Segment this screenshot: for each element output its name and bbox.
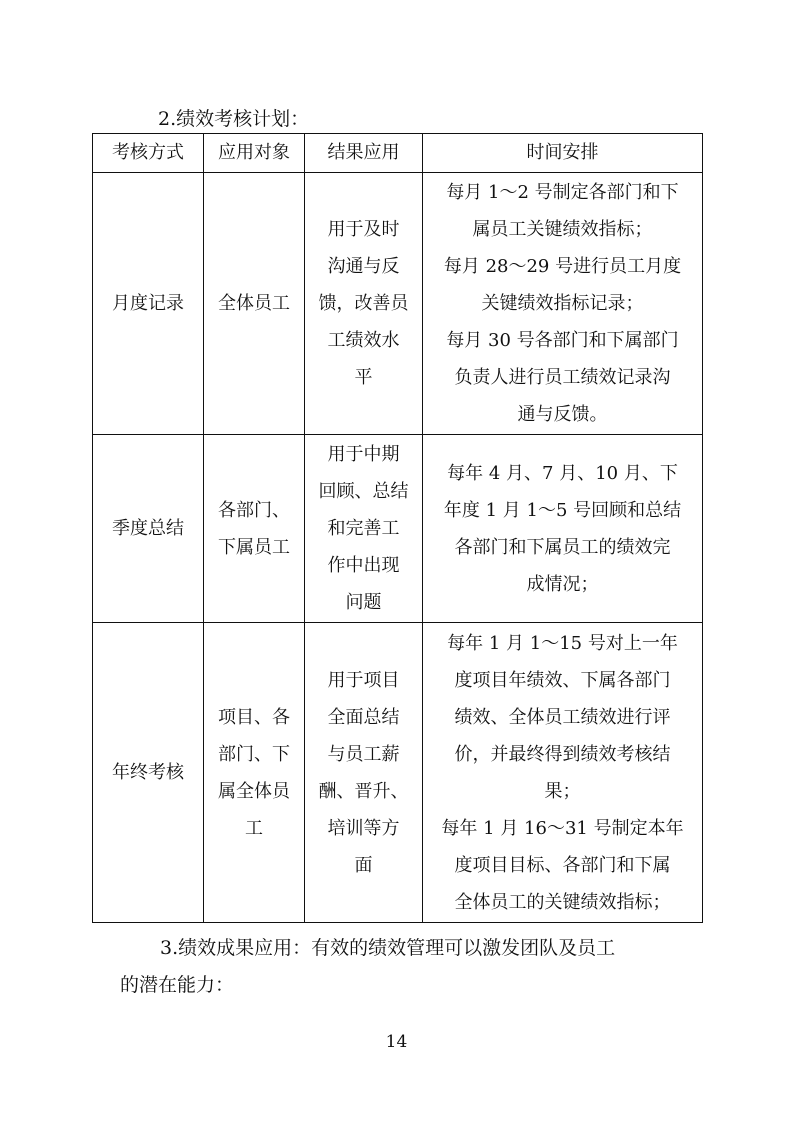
cell-line: 季度总结	[112, 518, 184, 539]
cell-line: 作中出现	[327, 555, 400, 576]
cell-line: 属全体员	[218, 780, 290, 802]
section-heading: 2.绩效考核计划：	[158, 108, 310, 130]
cell-line: 各部门、	[218, 499, 290, 521]
cell-line: 度项目年绩效、下属各部门	[454, 669, 671, 691]
table-row	[93, 435, 703, 623]
header-result: 结果应用	[305, 134, 423, 173]
cell-line: 属员工关键绩效指标；	[472, 219, 653, 240]
table-row	[93, 623, 703, 923]
cell-line: 问题	[345, 592, 382, 613]
cell-line: 项目、各	[218, 706, 290, 728]
table-row	[93, 173, 703, 435]
cell-line: 培训等方	[327, 817, 400, 839]
cell-target	[204, 435, 305, 623]
page-number: 14	[385, 1032, 408, 1052]
cell-line: 用于中期	[327, 444, 400, 465]
performance-plan-table	[92, 133, 703, 923]
cell-line: 馈，改善员	[318, 293, 409, 314]
cell-line: 工	[245, 817, 263, 839]
cell-line: 酬、晋升、	[318, 780, 409, 802]
cell-line: 工绩效水	[327, 330, 400, 351]
header-schedule: 时间安排	[423, 134, 703, 173]
header-method: 考核方式	[93, 134, 204, 173]
cell-line: 全体员工	[218, 293, 290, 314]
cell-line: 部门、下	[218, 743, 290, 765]
cell-line: 每年 1 月 1～15 号对上一年	[447, 632, 678, 654]
cell-line: 每年 4 月、7 月、10 月、下	[447, 462, 678, 484]
cell-line: 下属员工	[218, 536, 290, 558]
cell-line: 与员工薪	[327, 743, 400, 765]
cell-method	[93, 623, 204, 923]
cell-target	[204, 623, 305, 923]
cell-method	[93, 435, 204, 623]
cell-line: 用于项目	[327, 669, 400, 691]
cell-line: 度项目目标、各部门和下属	[454, 854, 671, 876]
cell-result	[305, 435, 423, 623]
cell-line: 每月 1～2 号制定各部门和下	[446, 182, 679, 203]
cell-target	[204, 173, 305, 435]
cell-line: 成情况；	[526, 573, 599, 595]
cell-line: 年度 1 月 1～5 号回顾和总结	[443, 499, 682, 521]
results-paragraph	[120, 930, 690, 1004]
paragraph-line: 3.绩效成果应用：有效的绩效管理可以激发团队及员工	[160, 937, 616, 959]
cell-line: 月度记录	[112, 293, 184, 314]
cell-line: 面	[354, 854, 373, 876]
cell-line: 用于及时	[327, 219, 400, 240]
cell-line: 每月 30 号各部门和下属部门	[446, 330, 679, 351]
cell-line: 全体员工的关键绩效指标；	[454, 891, 671, 913]
cell-method	[93, 173, 204, 435]
cell-line: 沟通与反	[327, 256, 400, 277]
cell-line: 平	[354, 367, 373, 388]
header-target: 应用对象	[204, 134, 305, 173]
paragraph-line: 的潜在能力：	[120, 974, 235, 996]
cell-line: 每月 28～29 号进行员工月度	[443, 256, 682, 277]
cell-result	[305, 623, 423, 923]
cell-line: 关键绩效指标记录；	[481, 293, 644, 314]
table-header-row	[93, 134, 703, 173]
cell-line: 全面总结	[327, 706, 400, 728]
cell-line: 年终考核	[112, 762, 184, 783]
cell-result	[305, 173, 423, 435]
cell-line: 回顾、总结	[318, 481, 409, 502]
cell-line: 和完善工	[327, 518, 400, 539]
cell-line: 每年 1 月 16～31 号制定本年	[441, 817, 684, 839]
cell-line: 绩效、全体员工绩效进行评	[454, 706, 671, 728]
cell-line: 通与反馈。	[517, 404, 608, 425]
cell-line: 负责人进行员工绩效记录沟	[454, 367, 671, 388]
cell-line: 价，并最终得到绩效考核结	[454, 743, 671, 765]
cell-schedule	[423, 173, 703, 435]
cell-line: 各部门和下属员工的绩效完	[454, 536, 671, 558]
cell-schedule	[423, 435, 703, 623]
cell-schedule	[423, 623, 703, 923]
cell-line: 果；	[544, 780, 581, 802]
